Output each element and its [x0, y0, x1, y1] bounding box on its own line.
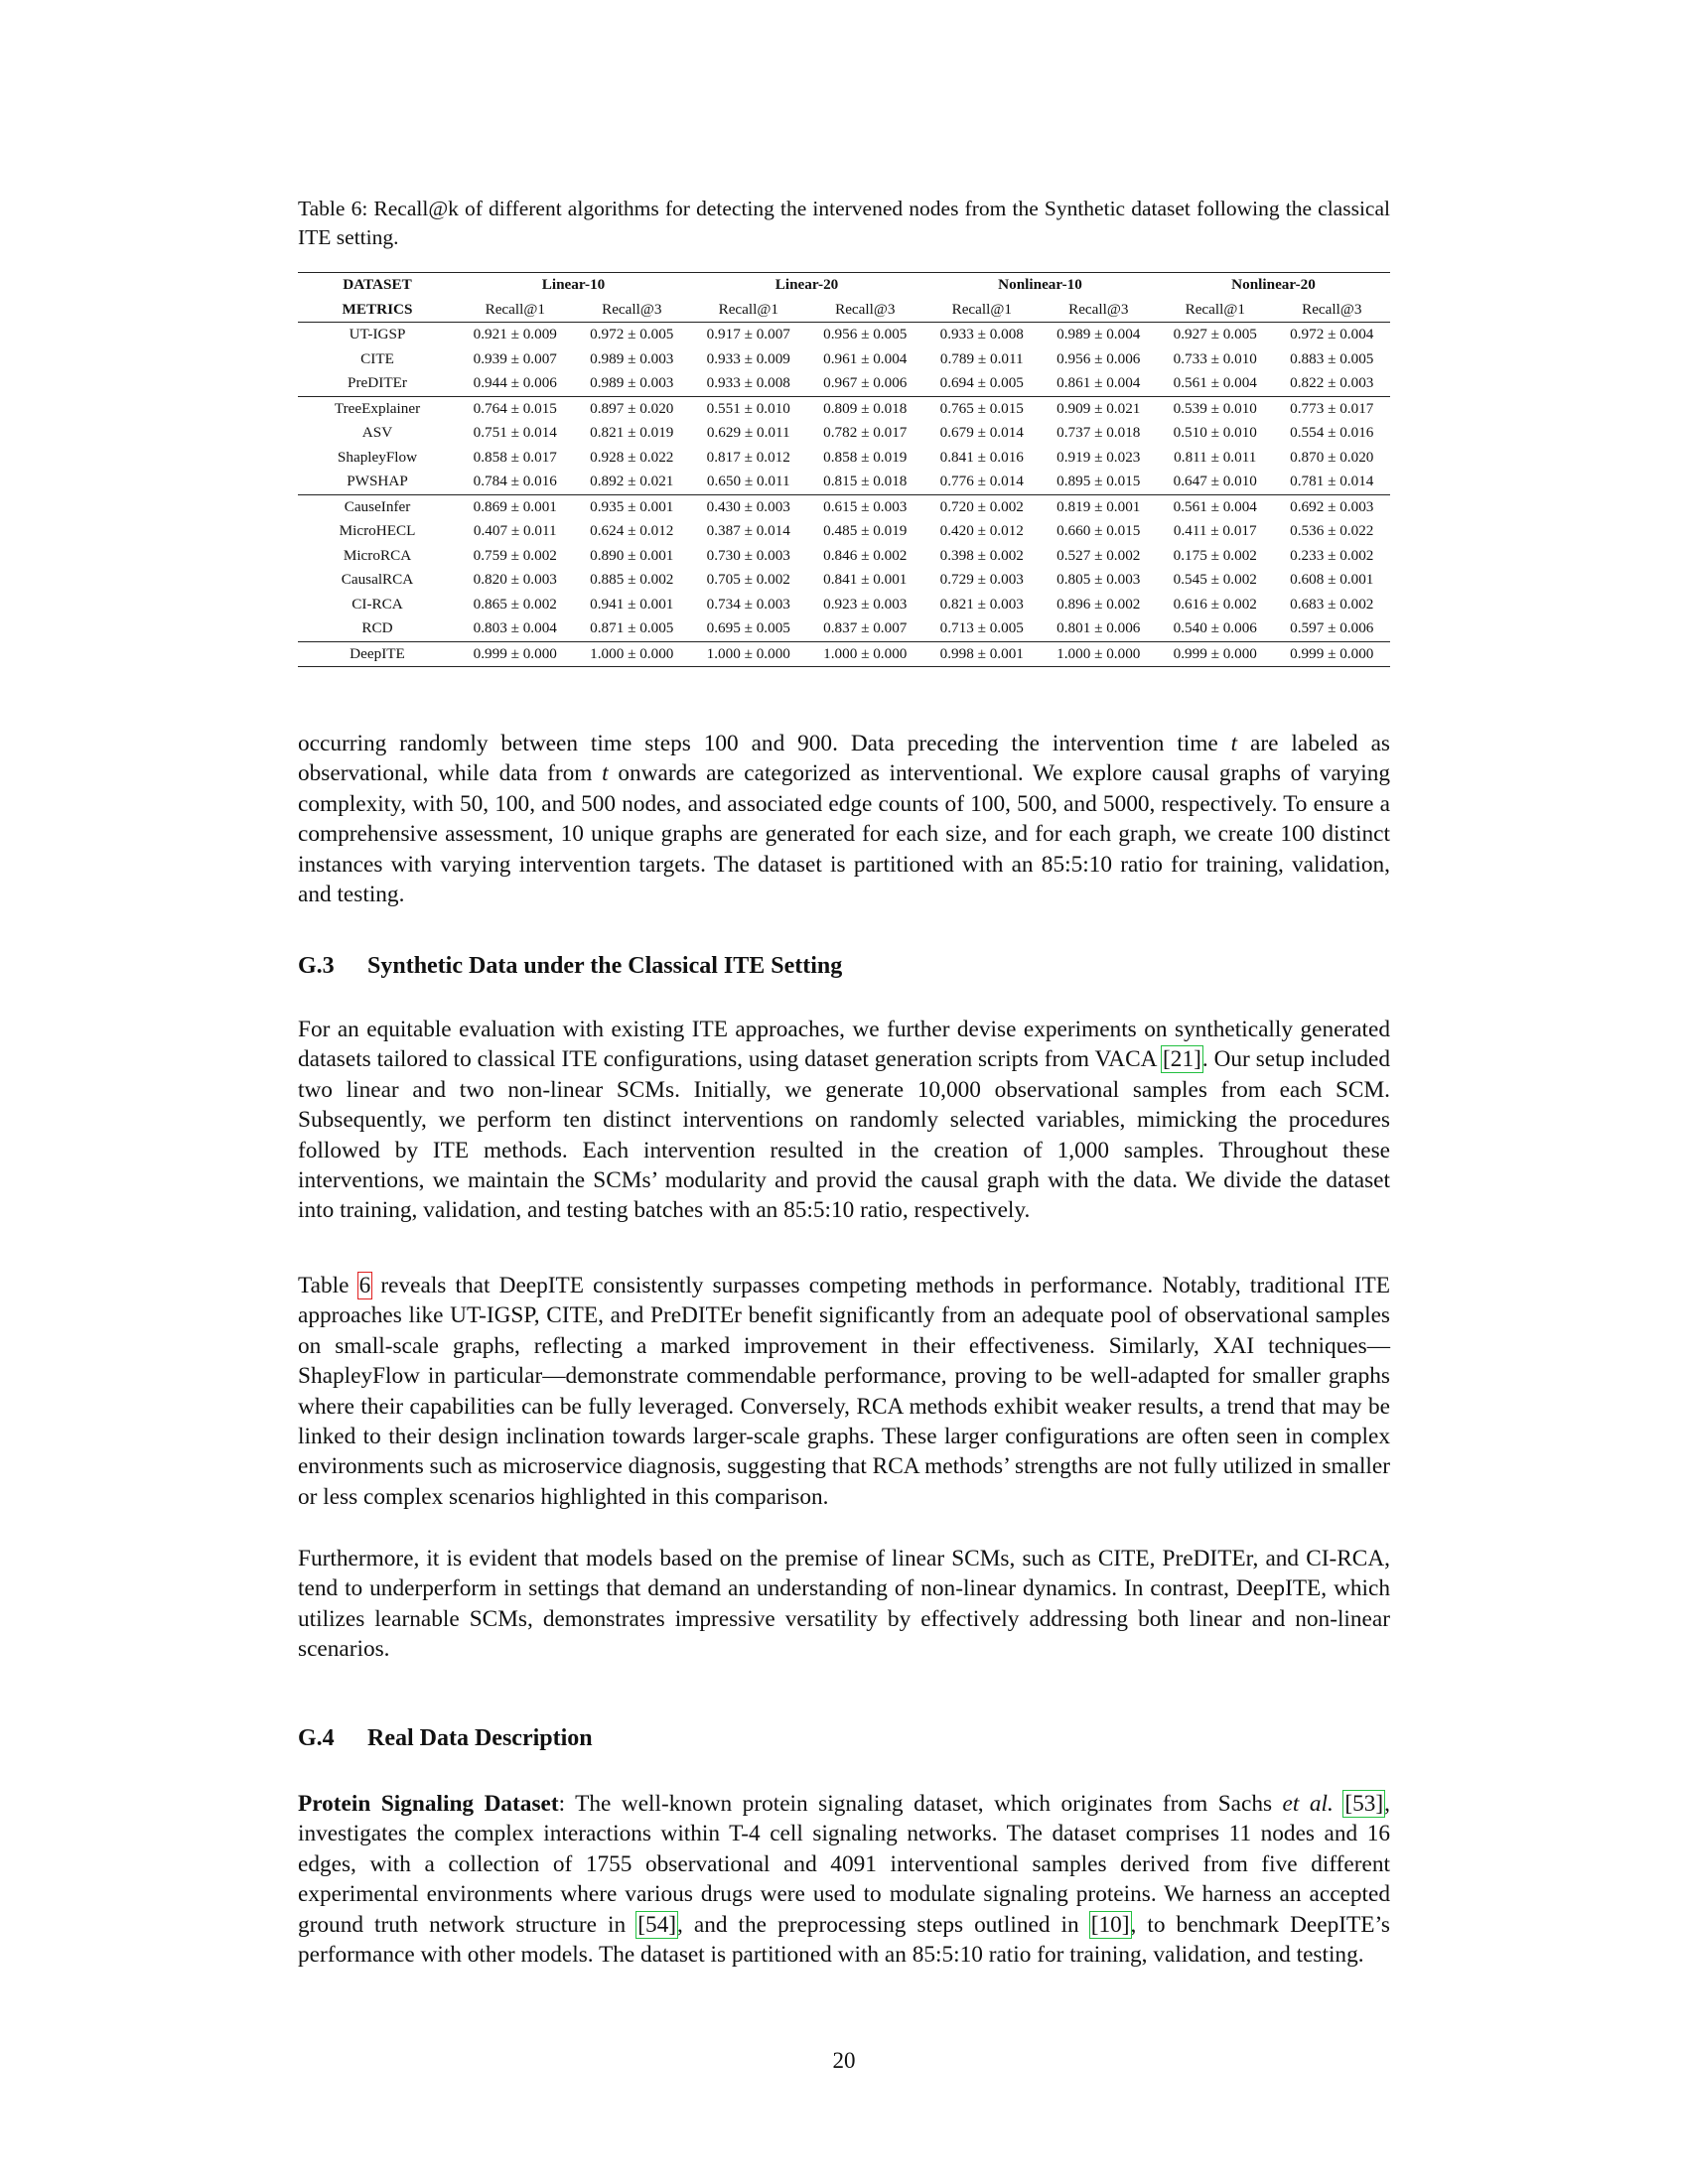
- dataset-header: Nonlinear-10: [923, 273, 1157, 298]
- paragraph-text: occurring randomly between time steps 100 and 900. Data preceding the intervention time: [298, 731, 1231, 756]
- table-cell: 0.821 ± 0.003: [939, 595, 1024, 613]
- table-cell: 0.540 ± 0.006: [1173, 619, 1257, 637]
- table-row: [298, 544, 1390, 569]
- table-cell: 0.539 ± 0.010: [1157, 396, 1274, 421]
- table-cell: 0.865 ± 0.002: [473, 595, 557, 613]
- table-cell: 0.679 ± 0.014: [939, 424, 1024, 442]
- math-variable: t: [1230, 731, 1238, 756]
- table-cell: 0.972 ± 0.005: [590, 326, 674, 343]
- table-row: [298, 446, 1390, 471]
- table-cell: 0.527 ± 0.002: [1056, 546, 1141, 564]
- table-cell: 0.407 ± 0.011: [473, 522, 557, 540]
- table-cell: 0.858 ± 0.019: [823, 448, 908, 466]
- metric-header: Recall@3: [1274, 298, 1391, 323]
- paragraph-text: Table: [298, 1273, 358, 1298]
- table-body: [298, 323, 1390, 667]
- table-cell: 0.650 ± 0.011: [706, 473, 790, 490]
- table-cell: 0.809 ± 0.018: [807, 396, 924, 421]
- table-cell: 0.972 ± 0.004: [1290, 326, 1374, 343]
- table-cell: 0.776 ± 0.014: [939, 473, 1024, 490]
- paragraph-text: For an equitable evaluation with existing ITE approaches, we further devise experiments on synthetically generated datasets tailored to classical ITE configurations, using dataset generation scripts from VACA: [298, 1017, 1390, 1073]
- table-cell: 0.629 ± 0.011: [706, 424, 790, 442]
- table-row: [298, 641, 1390, 667]
- table-cell: 0.615 ± 0.003: [807, 494, 924, 519]
- paragraph-protein-signaling: [298, 1789, 1390, 1970]
- table-cell: 0.999 ± 0.000: [1274, 641, 1391, 667]
- paragraph-text: : The well-known protein signaling dataset, which originates from Sachs: [558, 1791, 1283, 1817]
- metric-header: Recall@1: [690, 298, 807, 323]
- table-caption: Table 6: Recall@k of different algorithms for detecting the intervened nodes from the Synthetic dataset following the classical ITE setting.: [298, 197, 1390, 249]
- paragraph-text: . Our setup included two linear and two non-linear SCMs. Initially, we generate 10,000 observational samples from each SCM. Subsequently, we perform ten distinct interventions on randomly selected variables, mimicking the procedures followed by ITE methods. Each intervention resulted in the creation of 1,000 samples. Throughout these interventions, we maintain the SCMs’ modularity and provid the causal graph with the data. We divide the dataset into training, validation, and testing batches with an 85:5:10 ratio, respectively.: [298, 1046, 1390, 1224]
- metric-header: Recall@1: [1157, 298, 1274, 323]
- table-cell: 0.885 ± 0.002: [590, 571, 674, 589]
- dataset-header: Linear-20: [690, 273, 923, 298]
- paragraph-intervention-setup: [298, 729, 1390, 909]
- paragraph-text: , investigates the complex interactions within T-4 cell signaling networks. The dataset comprises 11 nodes and 16 edges, with a collection of 1755 observational and 4091 interventional samples derived from five different experimental environments where various drugs were used to modulate signaling proteins. We harness an accepted ground truth network structure in: [298, 1791, 1390, 1938]
- table-row: [298, 371, 1390, 396]
- table-cell: 0.921 ± 0.009: [473, 326, 557, 343]
- table-cell: 0.175 ± 0.002: [1173, 546, 1257, 564]
- table-cell: 0.805 ± 0.003: [1056, 571, 1141, 589]
- citation-link[interactable]: [21]: [1163, 1046, 1201, 1073]
- table-cell: 0.561 ± 0.004: [1173, 374, 1257, 392]
- table-reference-link[interactable]: 6: [358, 1273, 371, 1298]
- table-cell: 0.803 ± 0.004: [473, 619, 557, 637]
- table-cell: 0.647 ± 0.010: [1173, 473, 1257, 490]
- method-name: ShapleyFlow: [337, 448, 418, 466]
- table-cell: 0.545 ± 0.002: [1173, 571, 1257, 589]
- paragraph-lead: Protein Signaling Dataset: [298, 1791, 559, 1817]
- table-row: [298, 519, 1390, 544]
- table-cell: 0.683 ± 0.002: [1290, 595, 1374, 613]
- metric-header: Recall@3: [1041, 298, 1158, 323]
- method-name: CITE: [360, 349, 394, 367]
- section-title: Synthetic Data under the Classical ITE Setting: [367, 953, 843, 979]
- table-cell: 0.989 ± 0.004: [1056, 326, 1141, 343]
- table-cell: 0.998 ± 0.001: [923, 641, 1041, 667]
- table-cell: 0.789 ± 0.011: [939, 349, 1024, 367]
- table-cell: 0.730 ± 0.003: [706, 546, 790, 564]
- table-cell: 0.989 ± 0.003: [590, 349, 674, 367]
- table-cell: 0.811 ± 0.011: [1174, 448, 1257, 466]
- paragraph-italic: et al.: [1282, 1791, 1334, 1817]
- table-cell: 1.000 ± 0.000: [690, 641, 807, 667]
- paragraph-text: , to benchmark DeepITE’s performance with other models. The dataset is partitioned with an 85:5:10 ratio for training, validation, and testing.: [298, 1911, 1390, 1969]
- table-cell: 0.597 ± 0.006: [1290, 619, 1374, 637]
- table-cell: 0.554 ± 0.016: [1290, 424, 1374, 442]
- table-cell: 0.923 ± 0.003: [823, 595, 908, 613]
- table-row: [298, 494, 1390, 519]
- table-cell: 0.939 ± 0.007: [473, 349, 557, 367]
- table-cell: 0.909 ± 0.021: [1041, 396, 1158, 421]
- table-cell: 0.510 ± 0.010: [1173, 424, 1257, 442]
- math-variable: t: [602, 760, 609, 787]
- table-cell: 0.897 ± 0.020: [574, 396, 691, 421]
- table-cell: 1.000 ± 0.000: [807, 641, 924, 667]
- table-cell: 0.956 ± 0.006: [1056, 349, 1141, 367]
- table-cell: 0.837 ± 0.007: [823, 619, 908, 637]
- section-heading-g3: [298, 953, 842, 980]
- table-cell: 0.764 ± 0.015: [457, 396, 574, 421]
- table-cell: 0.737 ± 0.018: [1056, 424, 1141, 442]
- table-row: [298, 347, 1390, 372]
- table-cell: 0.819 ± 0.001: [1041, 494, 1158, 519]
- table-cell: 0.692 ± 0.003: [1274, 494, 1391, 519]
- table-cell: 0.695 ± 0.005: [706, 619, 790, 637]
- table-cell: 0.941 ± 0.001: [590, 595, 674, 613]
- table-cell: 0.919 ± 0.023: [1056, 448, 1141, 466]
- table-cell: 0.999 ± 0.000: [1157, 641, 1274, 667]
- table-cell: 0.411 ± 0.017: [1173, 522, 1257, 540]
- table-cell: 0.720 ± 0.002: [923, 494, 1041, 519]
- table-cell: 0.815 ± 0.018: [823, 473, 908, 490]
- table-cell: 0.933 ± 0.008: [939, 326, 1024, 343]
- method-name: TreeExplainer: [298, 396, 457, 421]
- corner-dataset-label: DATASET: [298, 273, 457, 298]
- table-cell: 0.871 ± 0.005: [590, 619, 674, 637]
- table-cell: 0.961 ± 0.004: [823, 349, 908, 367]
- table-cell: 0.999 ± 0.000: [457, 641, 574, 667]
- method-name: CausalRCA: [341, 571, 414, 589]
- table-cell: 0.765 ± 0.015: [923, 396, 1041, 421]
- metric-header: Recall@3: [807, 298, 924, 323]
- table-cell: 0.890 ± 0.001: [590, 546, 674, 564]
- method-name: DeepITE: [298, 641, 457, 667]
- method-name: ASV: [361, 424, 393, 442]
- table-dataset-header-row: [298, 273, 1390, 298]
- table-cell: 0.773 ± 0.017: [1274, 396, 1391, 421]
- paragraph-text: reveals that DeepITE consistently surpasses competing methods in performance. Notably, traditional ITE approaches like UT-IGSP, CITE, and PreDITEr benefit significantly from an adequate pool of observational samples on small-scale graphs, reflecting a marked improvement in their effectiveness. Similarly, XAI techniques—ShapleyFlow in particular—demonstrate commendable performance, proving to be well-adapted for smaller graphs where their capabilities can be fully leveraged. Conversely, RCA methods exhibit weaker results, a trend that may be linked to their design inclination towards larger-scale graphs. These larger configurations are often seen in complex environments such as microservice diagnosis, suggesting that RCA methods’ strengths are not fully utilized in smaller or less complex scenarios highlighted in this comparison.: [298, 1273, 1390, 1510]
- table-metric-header-row: [298, 298, 1390, 323]
- table-cell: 0.858 ± 0.017: [473, 448, 557, 466]
- table-cell: 0.782 ± 0.017: [823, 424, 908, 442]
- table-cell: 0.927 ± 0.005: [1173, 326, 1257, 343]
- table-cell: 0.713 ± 0.005: [939, 619, 1024, 637]
- table-cell: 0.956 ± 0.005: [823, 326, 908, 343]
- table-cell: 0.817 ± 0.012: [706, 448, 790, 466]
- table-cell: 0.883 ± 0.005: [1290, 349, 1374, 367]
- table-cell: 0.917 ± 0.007: [706, 326, 790, 343]
- table-cell: 0.989 ± 0.003: [590, 374, 674, 392]
- table-cell: 0.751 ± 0.014: [473, 424, 557, 442]
- table-cell: 0.551 ± 0.010: [690, 396, 807, 421]
- paragraph-classical-ite-setup: [298, 1015, 1390, 1226]
- table-cell: 0.869 ± 0.001: [457, 494, 574, 519]
- section-heading-g4: [298, 1725, 593, 1752]
- results-table: [298, 272, 1390, 667]
- paragraph-text: onwards are categorized as interventional. We explore causal graphs of varying complexity, with 50, 100, and 500 nodes, and associated edge counts of 100, 500, and 5000, respectively. To ensure a comprehensive assessment, 10 unique graphs are generated for each size, and for each graph, we create 100 distinct instances with varying intervention targets. The dataset is partitioned with an 85:5:10 ratio for training, validation, and testing.: [298, 760, 1390, 908]
- table-row: [298, 568, 1390, 593]
- table-cell: 0.624 ± 0.012: [590, 522, 674, 540]
- citation-link[interactable]: [53]: [1344, 1791, 1384, 1817]
- table-cell: 0.967 ± 0.006: [823, 374, 908, 392]
- table-cell: 0.784 ± 0.016: [473, 473, 557, 490]
- table-cell: 0.420 ± 0.012: [939, 522, 1024, 540]
- table-cell: 0.660 ± 0.015: [1056, 522, 1141, 540]
- table-cell: 0.561 ± 0.004: [1157, 494, 1274, 519]
- table-cell: 0.861 ± 0.004: [1056, 374, 1141, 392]
- table-cell: 0.705 ± 0.002: [706, 571, 790, 589]
- table-cell: 0.933 ± 0.009: [706, 349, 790, 367]
- table-cell: 0.933 ± 0.008: [706, 374, 790, 392]
- table-cell: 0.895 ± 0.015: [1056, 473, 1141, 490]
- dataset-header: Nonlinear-20: [1157, 273, 1390, 298]
- citation-link[interactable]: [10]: [1090, 1911, 1130, 1938]
- table-cell: 0.846 ± 0.002: [823, 546, 908, 564]
- corner-metrics-label: METRICS: [298, 298, 457, 323]
- table-cell: 0.892 ± 0.021: [590, 473, 674, 490]
- section-title: Real Data Description: [367, 1725, 593, 1751]
- table-cell: 0.944 ± 0.006: [473, 374, 557, 392]
- table-cell: 0.694 ± 0.005: [939, 374, 1024, 392]
- table-cell: 0.928 ± 0.022: [590, 448, 674, 466]
- dataset-header: Linear-10: [457, 273, 690, 298]
- table-cell: 0.759 ± 0.002: [473, 546, 557, 564]
- table-cell: 0.233 ± 0.002: [1290, 546, 1374, 564]
- table-cell: 0.387 ± 0.014: [706, 522, 790, 540]
- table-cell: 0.870 ± 0.020: [1290, 448, 1374, 466]
- method-name: RCD: [361, 619, 393, 637]
- paragraph-text: , and the preprocessing steps outlined in: [677, 1911, 1090, 1938]
- table-cell: 0.821 ± 0.019: [590, 424, 674, 442]
- table-row: [298, 616, 1390, 641]
- metric-header: Recall@3: [574, 298, 691, 323]
- paragraph-text: [1334, 1791, 1344, 1817]
- paragraph-linear-scm-discussion: [298, 1544, 1390, 1665]
- table-cell: 0.935 ± 0.001: [574, 494, 691, 519]
- table-cell: 0.536 ± 0.022: [1290, 522, 1374, 540]
- table-cell: 0.896 ± 0.002: [1056, 595, 1141, 613]
- method-name: PreDITEr: [348, 374, 407, 392]
- table-cell: 0.729 ± 0.003: [939, 571, 1024, 589]
- table-cell: 0.822 ± 0.003: [1290, 374, 1374, 392]
- method-name: MicroHECL: [339, 522, 416, 540]
- table-cell: 0.430 ± 0.003: [690, 494, 807, 519]
- citation-link[interactable]: [54]: [637, 1911, 677, 1938]
- table-row: [298, 323, 1390, 347]
- table-cell: 1.000 ± 0.000: [1041, 641, 1158, 667]
- metric-header: Recall@1: [923, 298, 1041, 323]
- method-name: PWSHAP: [347, 473, 408, 490]
- table-row: [298, 396, 1390, 421]
- table-cell: 0.841 ± 0.016: [939, 448, 1024, 466]
- section-number: G.4: [298, 1725, 335, 1751]
- table-row: [298, 421, 1390, 446]
- table-cell: 0.801 ± 0.006: [1056, 619, 1141, 637]
- table-cell: 0.781 ± 0.014: [1290, 473, 1374, 490]
- table-cell: 0.608 ± 0.001: [1290, 571, 1374, 589]
- paragraph-text: Furthermore, it is evident that models based on the premise of linear SCMs, such as CITE, PreDITEr, and CI-RCA, tend to underperform in settings that demand an understanding of non-linear dynamics. In contrast, DeepITE, which utilizes learnable SCMs, demonstrates impressive versatility by effectively addressing both linear and non-linear scenarios.: [298, 1546, 1390, 1663]
- paragraph-results-discussion: [298, 1271, 1390, 1512]
- table-cell: 0.841 ± 0.001: [823, 571, 908, 589]
- table-cell: 0.733 ± 0.010: [1173, 349, 1257, 367]
- table-row: [298, 470, 1390, 494]
- table-cell: 0.398 ± 0.002: [939, 546, 1024, 564]
- table-cell: 0.734 ± 0.003: [706, 595, 790, 613]
- paragraph-text: are labeled as observational, while data from: [298, 731, 1390, 787]
- method-name: UT-IGSP: [349, 326, 406, 343]
- table-cell: 0.616 ± 0.002: [1173, 595, 1257, 613]
- metric-header: Recall@1: [457, 298, 574, 323]
- table-cell: 0.485 ± 0.019: [823, 522, 908, 540]
- section-number: G.3: [298, 953, 335, 979]
- page-number: 20: [832, 2048, 856, 2073]
- method-name: CauseInfer: [298, 494, 457, 519]
- table-cell: 0.820 ± 0.003: [473, 571, 557, 589]
- table-cell: 1.000 ± 0.000: [574, 641, 691, 667]
- method-name: MicroRCA: [343, 546, 412, 564]
- method-name: CI-RCA: [352, 595, 403, 613]
- table-row: [298, 593, 1390, 617]
